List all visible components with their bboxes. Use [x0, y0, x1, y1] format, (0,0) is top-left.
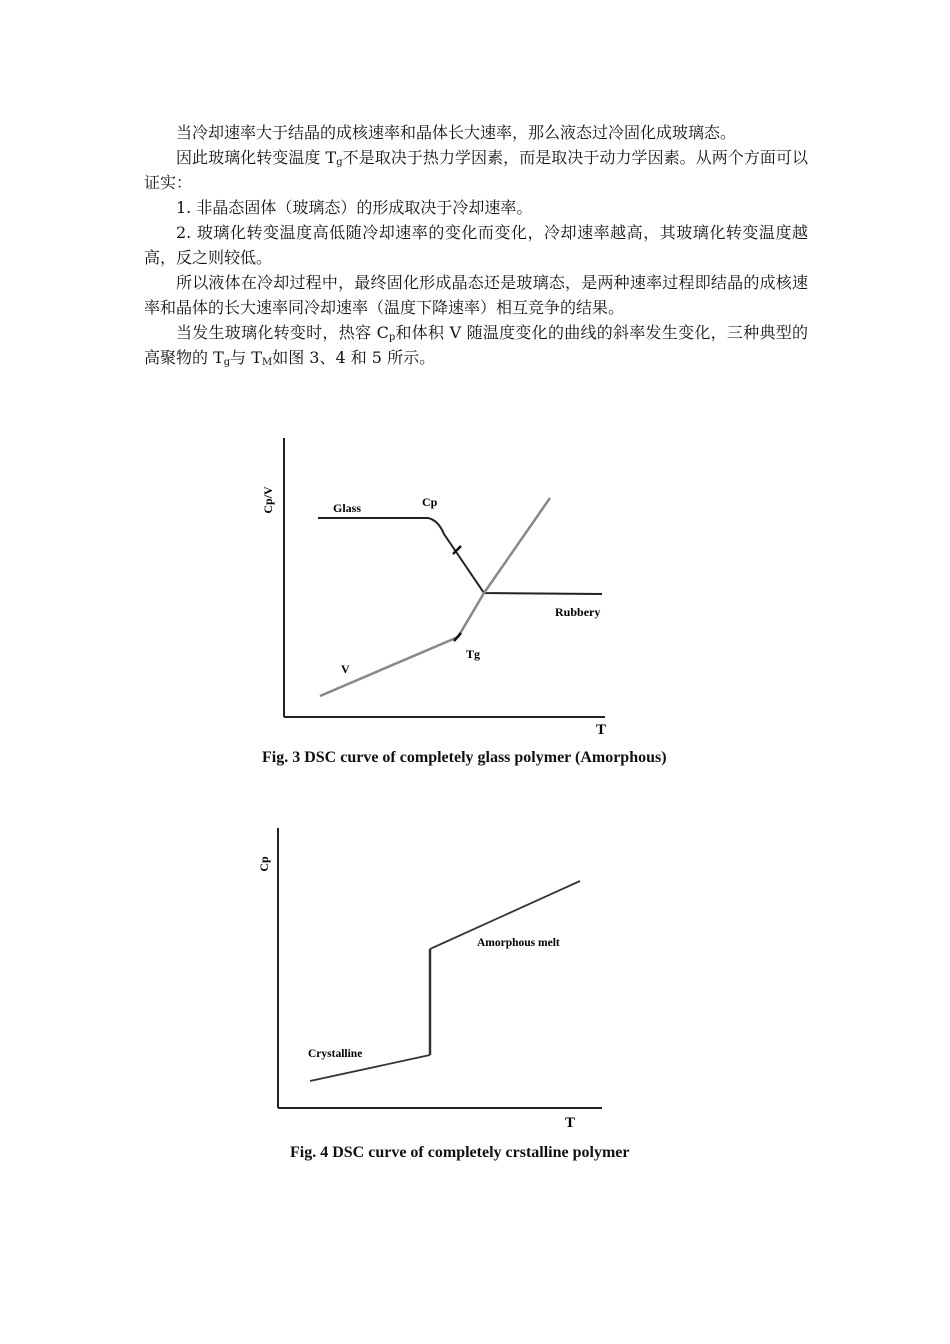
paragraph-1: 当冷却速率大于结晶的成核速率和晶体长大速率，那么液态过冷固化成玻璃态。: [176, 123, 737, 142]
fig3-cp-curve: [318, 518, 602, 594]
paragraph-6: [144, 320, 808, 370]
body-text: [144, 120, 808, 370]
paragraph-3: 1. 非晶态固体（玻璃态）的形成取决于冷却速率。: [176, 198, 533, 217]
fig3-x-label: T: [596, 722, 607, 738]
fig3-y-label: Cp/V: [261, 486, 275, 514]
fig3-rubbery-label: Rubbery: [555, 605, 601, 619]
paragraph-6-part-b: 和体积 V 随温度变化的曲线的斜率发生变化，三种典型的高聚物的 T: [144, 323, 808, 367]
fig4-x-label: T: [565, 1115, 576, 1131]
paragraph-6-sub-m: M: [261, 357, 273, 368]
fig3-glass-label: Glass: [333, 501, 362, 515]
fig4-melt-label: Amorphous melt: [477, 937, 560, 949]
paragraph-6-part-a: 当发生玻璃化转变时，热容 C: [176, 323, 389, 342]
fig3-cp-label: Cp: [422, 495, 438, 509]
paragraph-2-part-a: 因此玻璃化转变温度 T: [176, 148, 337, 167]
paragraph-6-part-d: 如图 3、4 和 5 所示。: [272, 348, 436, 367]
paragraph-2-part-b: 不是取决于热力学因素，而是取决于动力学因素。从两个方面可以证实：: [144, 148, 808, 192]
figure-4: [250, 822, 620, 1132]
figure-4-caption: Fig. 4 DSC curve of completely crstalline polymer: [290, 1144, 630, 1161]
figure-3: [250, 430, 620, 740]
fig4-crystalline-label: Crystalline: [308, 1048, 363, 1060]
paragraph-5: 所以液体在冷却过程中，最终固化形成晶态还是玻璃态，是两种速率过程即结晶的成核速率和晶体的长大速率同冷却速率（温度下降速率）相互竞争的结果。: [144, 273, 808, 317]
fig3-v-curve: [320, 498, 550, 696]
fig4-y-label: Cp: [257, 856, 271, 872]
paragraph-4: 2. 玻璃化转变温度高低随冷却速率的变化而变化，冷却速率越高，其玻璃化转变温度越高，反之则较低。: [144, 223, 808, 267]
paragraph-6-sub-g: g: [223, 357, 231, 368]
paragraph-2-sub: g: [336, 157, 343, 168]
figure-3-caption: Fig. 3 DSC curve of completely glass polymer (Amorphous): [262, 749, 667, 766]
paragraph-6-part-c: 与 T: [230, 348, 262, 367]
paragraph-6-sub-p: p: [388, 332, 396, 343]
paragraph-2: [144, 145, 808, 195]
fig3-tg-label: Tg: [466, 647, 481, 661]
fig3-v-label: V: [341, 662, 350, 676]
